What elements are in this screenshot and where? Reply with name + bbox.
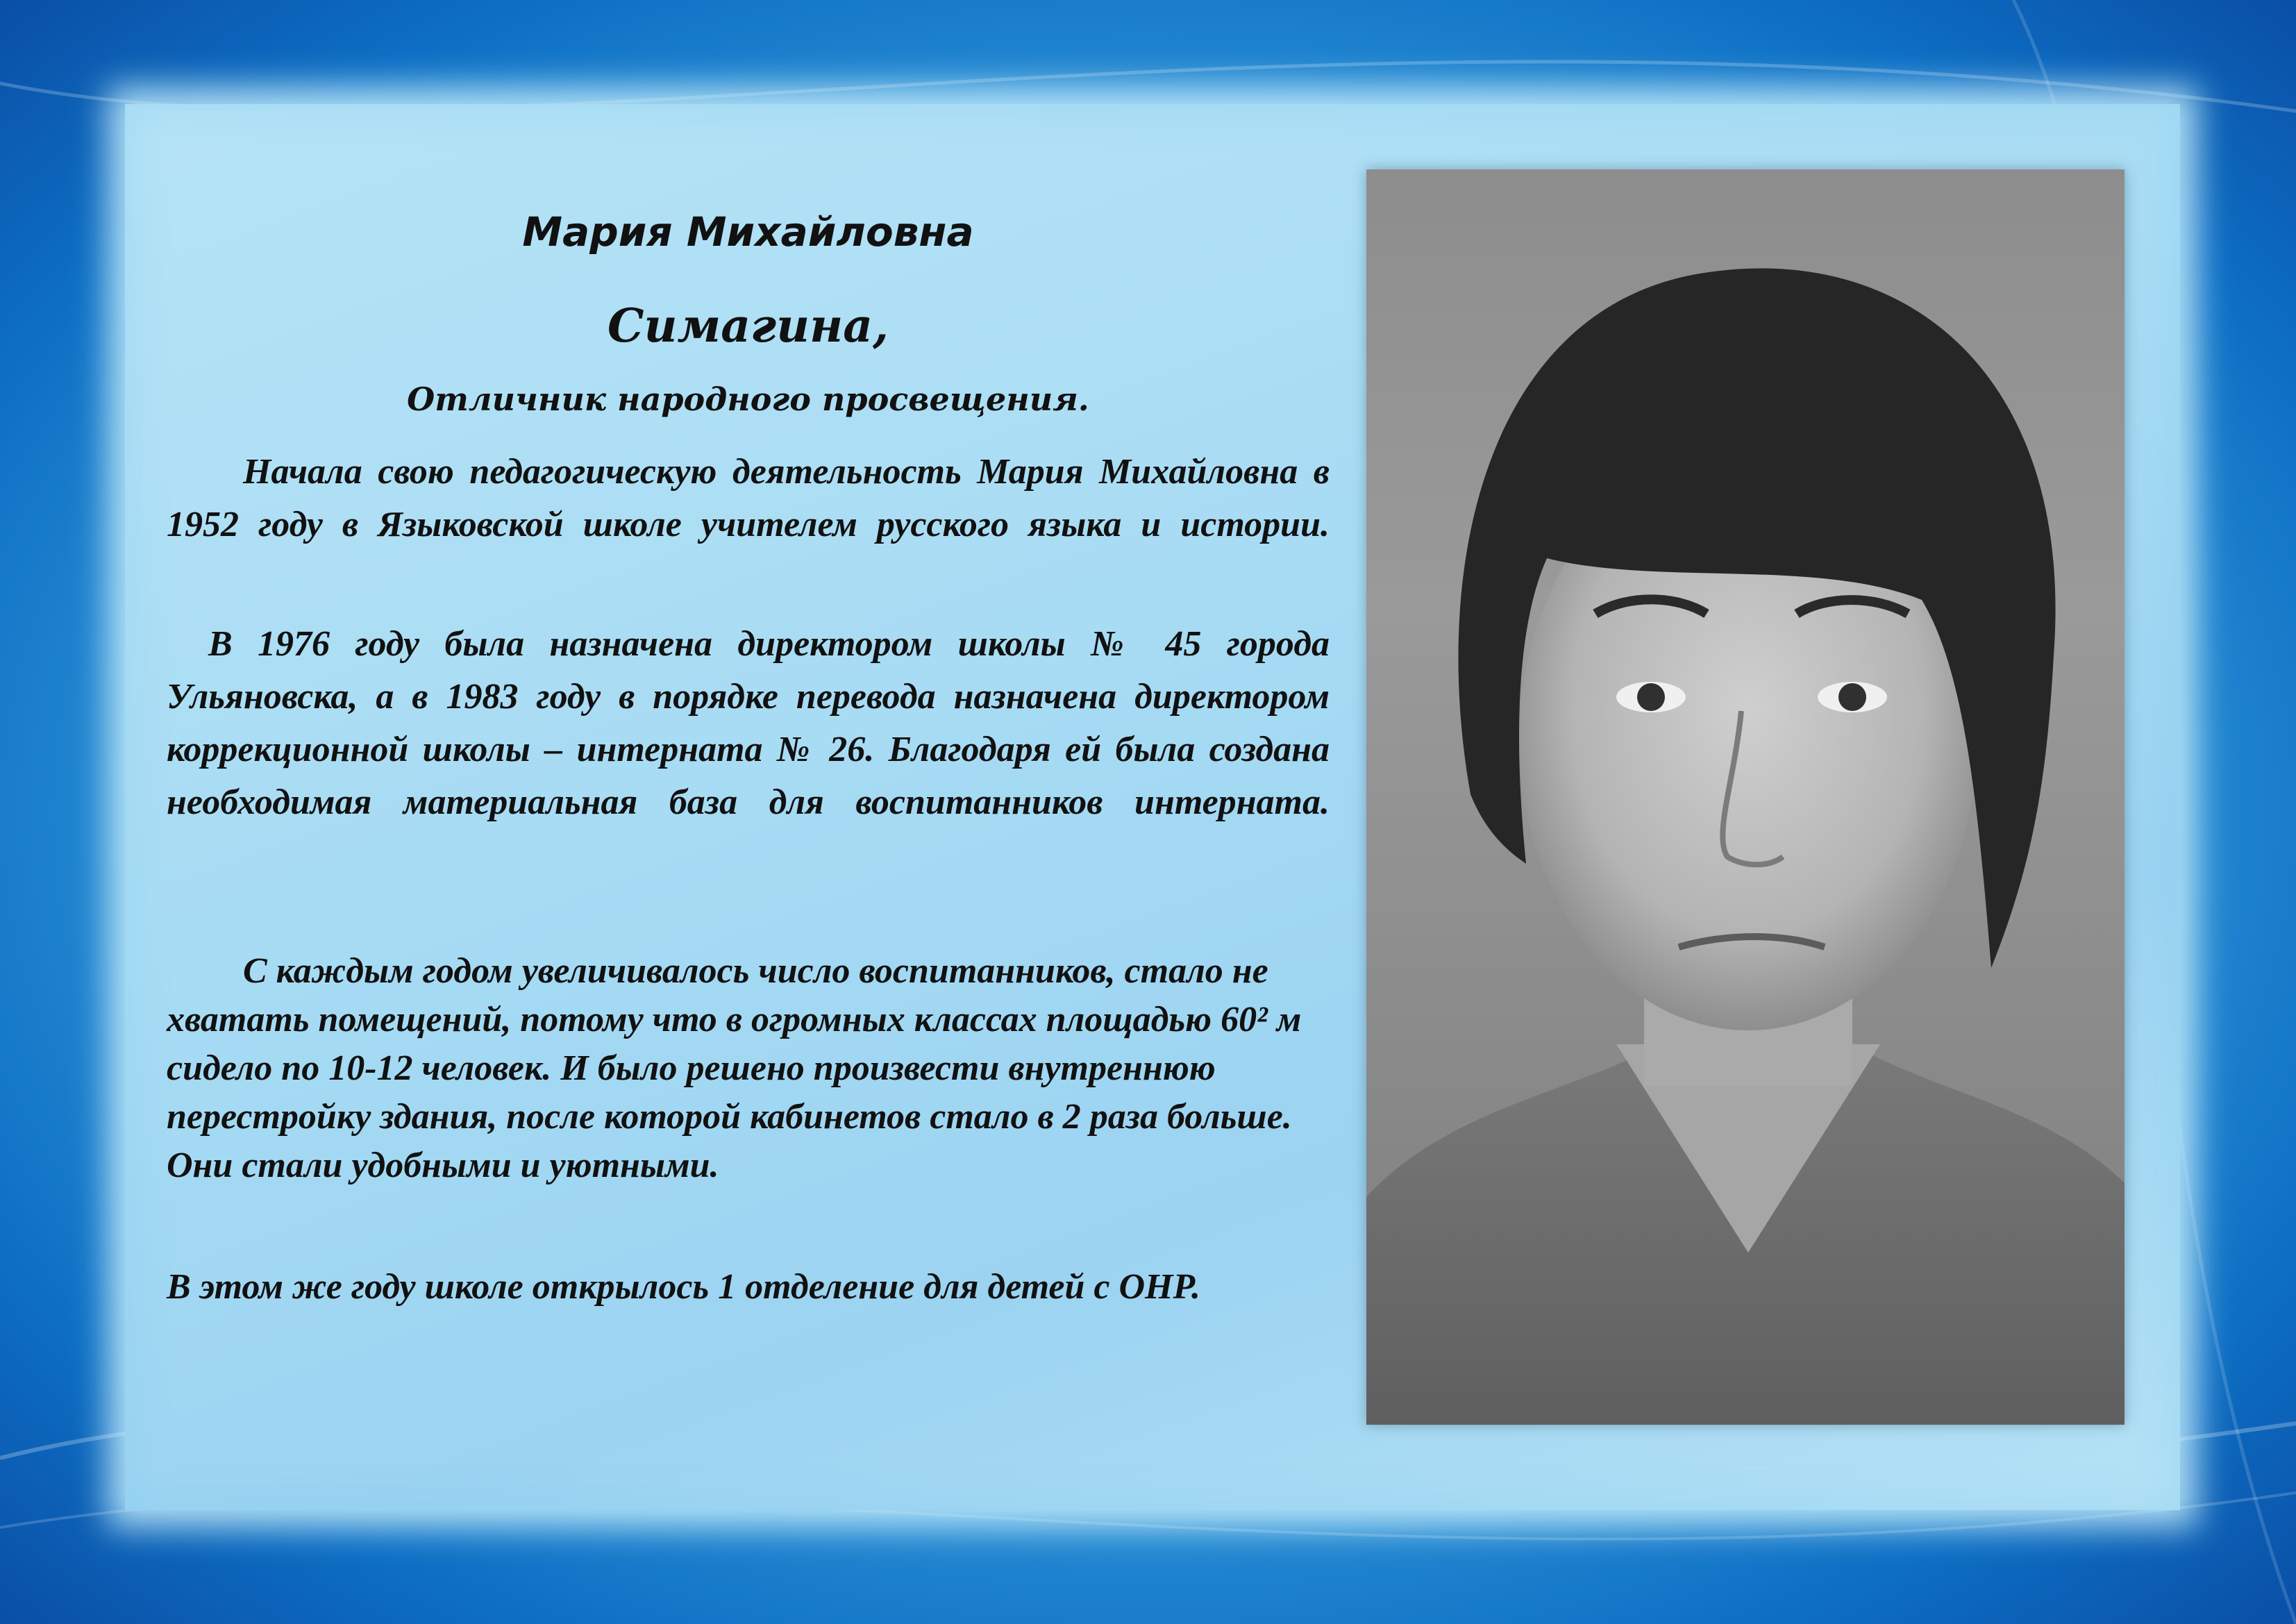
person-name: Мария Михайловна [522, 208, 974, 256]
portrait-illustration [1366, 169, 2125, 1425]
bio-paragraph-1: Начала свою педагогическую деятельность Мария Михайловна в 1952 году в Языковской школе учителем русского языка и истории. [167, 452, 1330, 544]
bio-paragraph-2: В 1976 году была назначена директором школы № 45 города Ульяновска, а в 1983 году в порядке перевода назначена директором коррекционной школы – интерната № 26. Благодаря ей была создана необходимая материальная база для воспитанников интерната. [167, 624, 1330, 822]
bio-paragraph-3: С каждым годом увеличивалось число воспитанников, стало не хватать помещений, потому что в огромных классах площадью 60² м сидело по 10-12 человек. И было решено произвести внутреннюю перестройку здания, после которой кабинетов стало в 2 раза больше. Они стали удобными и уютными. [167, 951, 1302, 1185]
person-surname: Симагина, [607, 299, 889, 353]
person-award: Отличник народного просвещения. [407, 380, 1089, 418]
portrait-photo [1366, 169, 2125, 1425]
bio-paragraph-4: В этом же году школе открылось 1 отделение для детей с ОНР. [167, 1267, 1201, 1307]
